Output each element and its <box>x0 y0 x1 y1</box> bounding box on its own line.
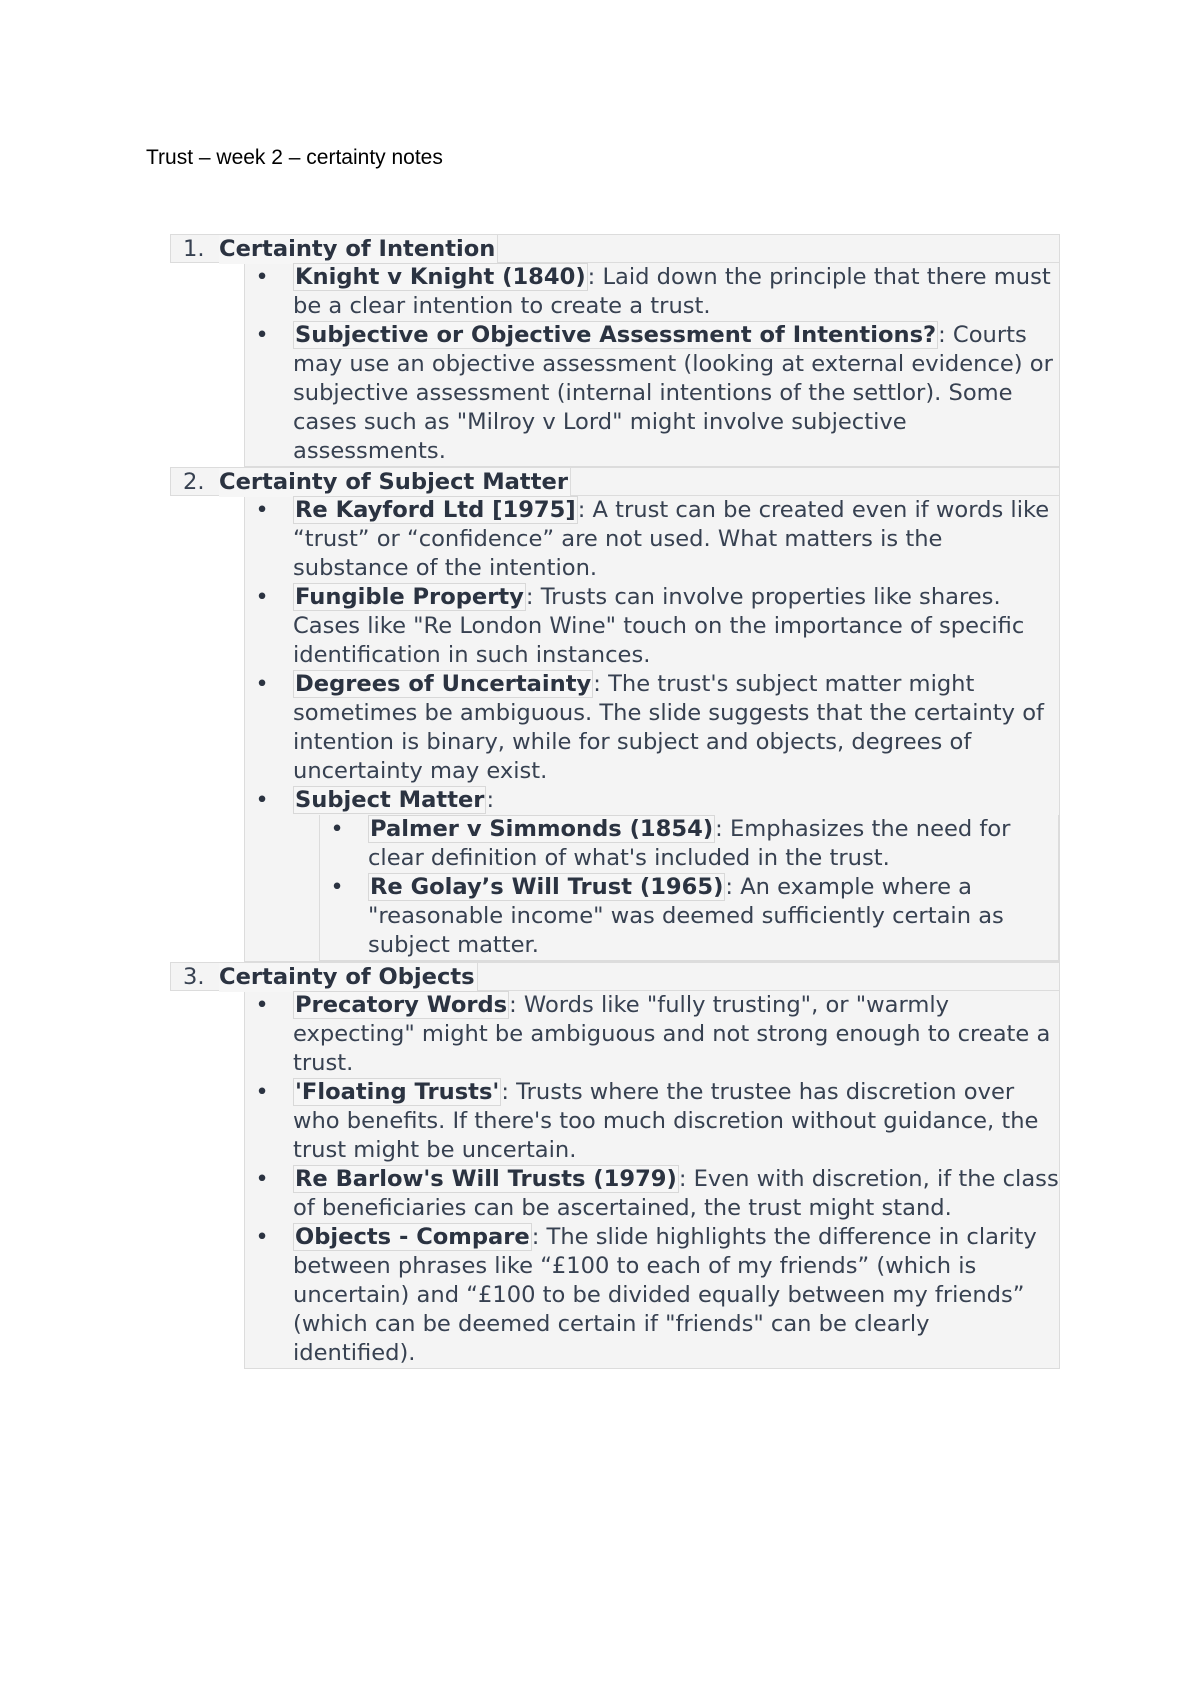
bullet-icon: • <box>255 497 269 523</box>
section-number: 2. <box>183 469 205 495</box>
bullet-icon: • <box>255 671 269 697</box>
nested-list-subject-matter <box>319 815 1059 961</box>
item-text: : Emphasizes the need for clear definition of what's included in the trust. <box>368 816 1011 871</box>
list-item <box>245 786 1059 815</box>
bullet-icon: • <box>255 1166 269 1192</box>
section-heading-intention <box>170 234 1060 263</box>
list-item <box>245 263 1059 321</box>
case-term: Re Golay’s Will Trust (1965) <box>370 874 724 900</box>
section-list-objects <box>244 991 1060 1369</box>
case-term: Fungible Property <box>295 584 524 610</box>
case-term: Objects - Compare <box>295 1224 530 1250</box>
list-item <box>245 496 1059 583</box>
list-item <box>245 583 1059 670</box>
section-heading-objects <box>170 962 1060 991</box>
item-text: : Courts may use an objective assessment (looking at external evidence) or subjective assessment (internal intentions of the settlor). Some cases such as "Milroy v Lord" might involve subjective assessments. <box>293 322 1053 464</box>
section-heading-subject-matter <box>170 467 1060 496</box>
bullet-icon: • <box>255 584 269 610</box>
case-term: Knight v Knight (1840) <box>295 264 586 290</box>
bullet-icon: • <box>330 874 344 900</box>
item-text: : Words like "fully trusting", or "warmly expecting" might be ambiguous and not strong enough to create a trust. <box>293 992 1051 1076</box>
case-term: Subject Matter <box>295 787 485 813</box>
section-number: 3. <box>183 964 205 990</box>
case-term: Re Barlow's Will Trusts (1979) <box>295 1166 677 1192</box>
list-item <box>245 321 1059 466</box>
item-text: : An example where a "reasonable income" was deemed sufficiently certain as subject matter. <box>368 874 1004 958</box>
item-text: : Trusts where the trustee has discretion over who benefits. If there's too much discretion without guidance, the trust might be uncertain. <box>293 1079 1039 1163</box>
case-term: Palmer v Simmonds (1854) <box>370 816 714 842</box>
case-term: Subjective or Objective Assessment of Intentions? <box>295 322 937 348</box>
list-item <box>245 1223 1059 1368</box>
bullet-icon: • <box>255 264 269 290</box>
notes-content <box>170 234 1060 1369</box>
nested-list-item <box>320 873 1058 960</box>
item-text: : The trust's subject matter might sometimes be ambiguous. The slide suggests that the certainty of intention is binary, while for subject and objects, degrees of uncertainty may exist. <box>293 671 1044 784</box>
section-number: 1. <box>183 236 205 262</box>
case-term: Degrees of Uncertainty <box>295 671 592 697</box>
bullet-icon: • <box>255 992 269 1018</box>
bullet-icon: • <box>330 816 344 842</box>
section-list-subject-matter <box>244 496 1060 962</box>
list-item <box>245 1078 1059 1165</box>
item-text: : A trust can be created even if words like “trust” or “confidence” are not used. What matters is the substance of the intention. <box>293 497 1050 581</box>
section-title: Certainty of Subject Matter <box>219 468 571 497</box>
list-item <box>245 991 1059 1078</box>
item-text: : Trusts can involve properties like shares. Cases like "Re London Wine" touch on the importance of specific identification in such instances. <box>293 584 1025 668</box>
bullet-icon: • <box>255 322 269 348</box>
case-term: 'Floating Trusts' <box>295 1079 500 1105</box>
list-item <box>245 1165 1059 1223</box>
bullet-icon: • <box>255 787 269 813</box>
section-title: Certainty of Objects <box>219 963 478 992</box>
nested-list-item <box>320 815 1058 873</box>
document-title: Trust – week 2 – certainty notes <box>146 146 443 169</box>
section-list-intention <box>244 263 1060 467</box>
item-text: : The slide highlights the difference in clarity between phrases like “£100 to each of my friends” (which is uncertain) and “£100 to be divided equally between my friends” (which can be deemed certain if "friends" can be clearly identified). <box>293 1224 1037 1366</box>
bullet-icon: • <box>255 1079 269 1105</box>
case-term: Precatory Words <box>295 992 508 1018</box>
item-text: : Even with discretion, if the class of beneficiaries can be ascertained, the trust might stand. <box>293 1166 1059 1221</box>
list-item <box>245 670 1059 786</box>
item-text: : <box>486 787 495 813</box>
bullet-icon: • <box>255 1224 269 1250</box>
section-title: Certainty of Intention <box>219 235 498 264</box>
case-term: Re Kayford Ltd [1975] <box>295 497 576 523</box>
item-text: : Laid down the principle that there must be a clear intention to create a trust. <box>293 264 1051 319</box>
